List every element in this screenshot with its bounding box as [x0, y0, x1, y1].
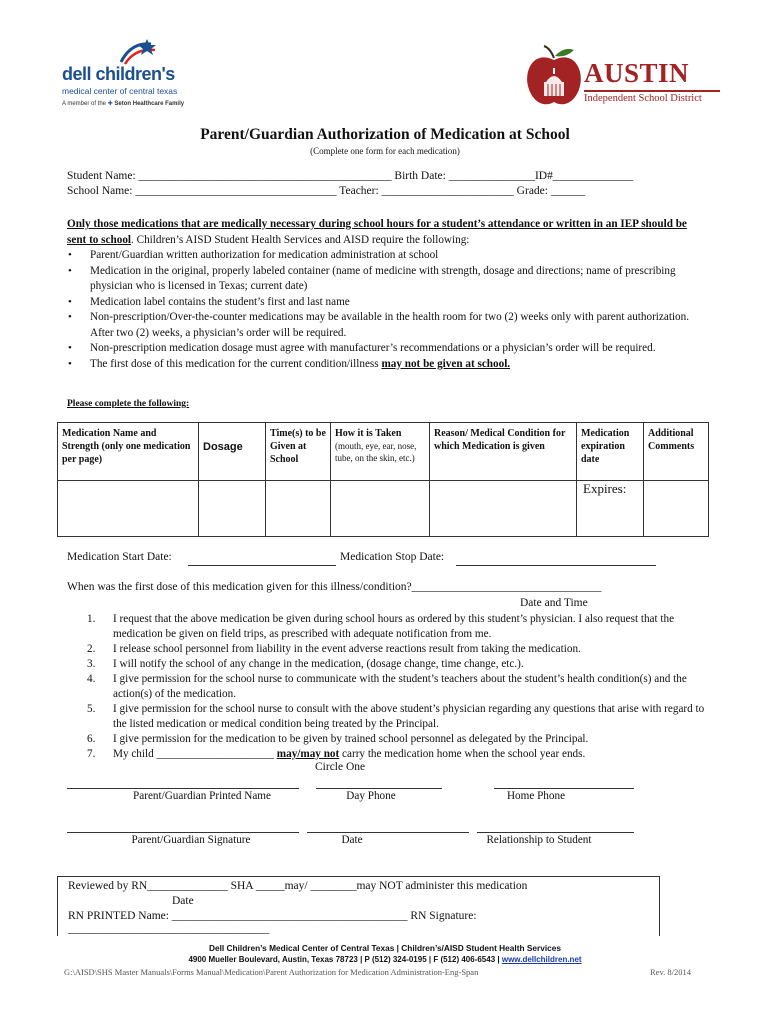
austin-logo-subtitle: Independent School District [584, 93, 702, 104]
list-item[interactable] [67, 747, 707, 762]
austin-isd-logo [524, 44, 724, 114]
austin-logo-rule [584, 90, 720, 92]
dell-member-org: Seton Healthcare Family [114, 101, 185, 107]
page-title: Parent/Guardian Authorization of Medication at School [200, 126, 570, 143]
table-header: Additional Comments [648, 428, 695, 452]
expires-label: Expires: [583, 481, 627, 496]
first-dose-caption: Date and Time [520, 597, 588, 609]
day-phone-field[interactable] [316, 788, 442, 789]
relationship-label: Relationship to Student [486, 834, 592, 846]
apple-capitol-icon [524, 44, 584, 110]
home-phone-field[interactable] [494, 788, 634, 789]
school-info-line[interactable]: School Name: ___________________________________ Teacher: _______________________ Grade: ______ [67, 185, 586, 197]
item-text: I release school personnel from liability in the event adverse reactions result from taking the medication. [113, 643, 581, 655]
home-phone-label: Home Phone [506, 790, 566, 802]
list-item [67, 657, 707, 672]
list-item: • Parent/Guardian written authorization for medication administration at school [66, 248, 706, 264]
item-text: I give permission for the medication to be given by trained school personnel as delegated by the Principal. [113, 733, 589, 745]
item-number: 3. [87, 658, 96, 670]
dell-logo-subtitle: medical center of central texas [62, 86, 178, 96]
dell-logo-name: dell children's [62, 64, 175, 84]
list-item: • Non-prescription medication dosage must agree with manufacturer’s recommendations or a physician’s order will be required. [66, 341, 706, 357]
list-item: • Non-prescription/Over-the-counter medications may be available in the health room for two (2) weeks only with parent authorization. After two (2) weeks, a physician’s order will be required. [66, 310, 706, 341]
requirements-list [66, 248, 706, 372]
table-header: Medication Name and Strength (only one medication per page) [62, 428, 191, 465]
footer-address: 4900 Mueller Boulevard, Austin, Texas 78723 | P (512) 324-0195 | F (512) 406-6543 | [188, 955, 502, 964]
item-number: 6. [87, 733, 96, 745]
guardian-signature-label: Parent/Guardian Signature [131, 834, 251, 846]
requirement-last-emphasis: may not be given at school. [381, 357, 511, 370]
item-number: 7. [87, 748, 96, 760]
medication-table [57, 422, 709, 537]
item-number: 4. [87, 673, 96, 685]
list-item [67, 672, 707, 702]
item-text: I will notify the school of any change in the medication, (dosage change, time change, etc.). [113, 658, 524, 670]
dell-star-mark-icon [117, 38, 161, 66]
file-path: G:\AISD\SHS Master Manuals\Forms Manual\Medication\Parent Authorization for Medication Administration-Eng-Span [64, 967, 479, 977]
stop-date-label: Medication Stop Date: [340, 551, 445, 563]
austin-logo-name: AUSTIN [584, 58, 690, 88]
list-item [67, 642, 707, 657]
guardian-printed-name-label: Parent/Guardian Printed Name [133, 790, 271, 802]
item-text: I request that the above medication be given during school hours as ordered by this student’s physician. I also request that the medication be given on field trips, as prescribed with adequate notification from me. [113, 613, 675, 640]
seton-icon: ✚ [107, 101, 113, 107]
table-header: Time(s) to be Given at School [270, 428, 326, 465]
guardian-signature-field[interactable] [67, 832, 299, 833]
rn-review-box [57, 876, 660, 936]
item-number: 1. [87, 613, 96, 625]
list-item [67, 612, 707, 642]
signature-date-field[interactable] [307, 832, 469, 833]
consent7-suffix: carry the medication home when the school year ends. [339, 748, 586, 760]
please-complete-heading: Please complete the following: [67, 399, 190, 409]
start-date-field[interactable] [188, 565, 336, 566]
table-header-note: (mouth, eye, ear, nose, tube, on the skin, etc.) [335, 441, 417, 463]
day-phone-label: Day Phone [346, 790, 396, 802]
item-number: 5. [87, 703, 96, 715]
rn-review-line[interactable]: Reviewed by RN______________ SHA _____may/ ________may NOT administer this medication [68, 880, 528, 892]
consent-list [67, 612, 707, 762]
table-header: Medication expiration date [581, 428, 630, 465]
dell-member-prefix: A member of the [62, 101, 107, 107]
rn-review-date-label: Date [172, 895, 194, 907]
table-header: How it is Taken [335, 428, 402, 439]
guardian-printed-name-field[interactable] [67, 788, 299, 789]
rn-extra-line[interactable]: ___________________________________ [68, 923, 270, 935]
list-item: • Medication label contains the student’s first and last name [66, 295, 706, 311]
list-item [67, 732, 707, 747]
rn-name-signature-line[interactable]: RN PRINTED Name: _________________________________________ RN Signature: [68, 910, 477, 922]
dell-logo-member-line [62, 100, 184, 107]
table-header: Dosage [203, 441, 243, 453]
start-date-label: Medication Start Date: [67, 551, 172, 563]
item-text: I give permission for the school nurse to consult with the above student’s physician regarding any questions that arise with regard to the listed medication or medical condition being treated by the Principal. [113, 703, 705, 730]
list-item [66, 357, 706, 373]
list-item: • Medication in the original, properly labeled container (name of medicine with strength, dosage and directions; name of prescribing physician who is licensed in Texas; current date) [66, 264, 706, 295]
table-header: Reason/ Medical Condition for which Medication is given [434, 428, 566, 452]
circle-one-label: Circle One [315, 761, 366, 773]
list-item [67, 702, 707, 732]
requirement-last-text: The first dose of this medication for the current condition/illness [90, 357, 382, 370]
relationship-field[interactable] [477, 832, 634, 833]
revision-label: Rev. 8/2014 [650, 967, 692, 977]
item-number: 2. [87, 643, 96, 655]
footer-address-line [0, 955, 770, 964]
table-row[interactable] [58, 481, 708, 536]
consent7-prefix: My child _____________________ [113, 748, 277, 760]
consent7-choice[interactable]: may/may not [276, 748, 340, 760]
item-text: I give permission for the school nurse to communicate with the student’s teachers about the student’s health condition(s) and the action(s) of the medication. [113, 673, 687, 700]
student-info-line[interactable]: Student Name: ____________________________________________ Birth Date: _______________ID#______________ [67, 170, 634, 182]
dell-childrens-logo [62, 38, 202, 108]
intro-emphasis: Only those medications that are medically necessary during school hours for a student’s attendance or written in an IEP should be sent to school [67, 218, 687, 246]
page-subtitle: (Complete one form for each medication) [310, 146, 460, 156]
footer-org-line: Dell Children’s Medical Center of Central Texas | Children’s/AISD Student Health Services [209, 943, 561, 953]
first-dose-question[interactable]: When was the first dose of this medication given for this illness/condition?_________________________________ [67, 581, 602, 593]
stop-date-field[interactable] [456, 565, 656, 566]
footer-website-link[interactable]: www.dellchildren.net [501, 955, 582, 964]
signature-date-label: Date [341, 834, 363, 846]
intro-rest: . Children’s AISD Student Health Services and AISD require the following: [131, 233, 470, 246]
intro-paragraph [67, 217, 707, 248]
